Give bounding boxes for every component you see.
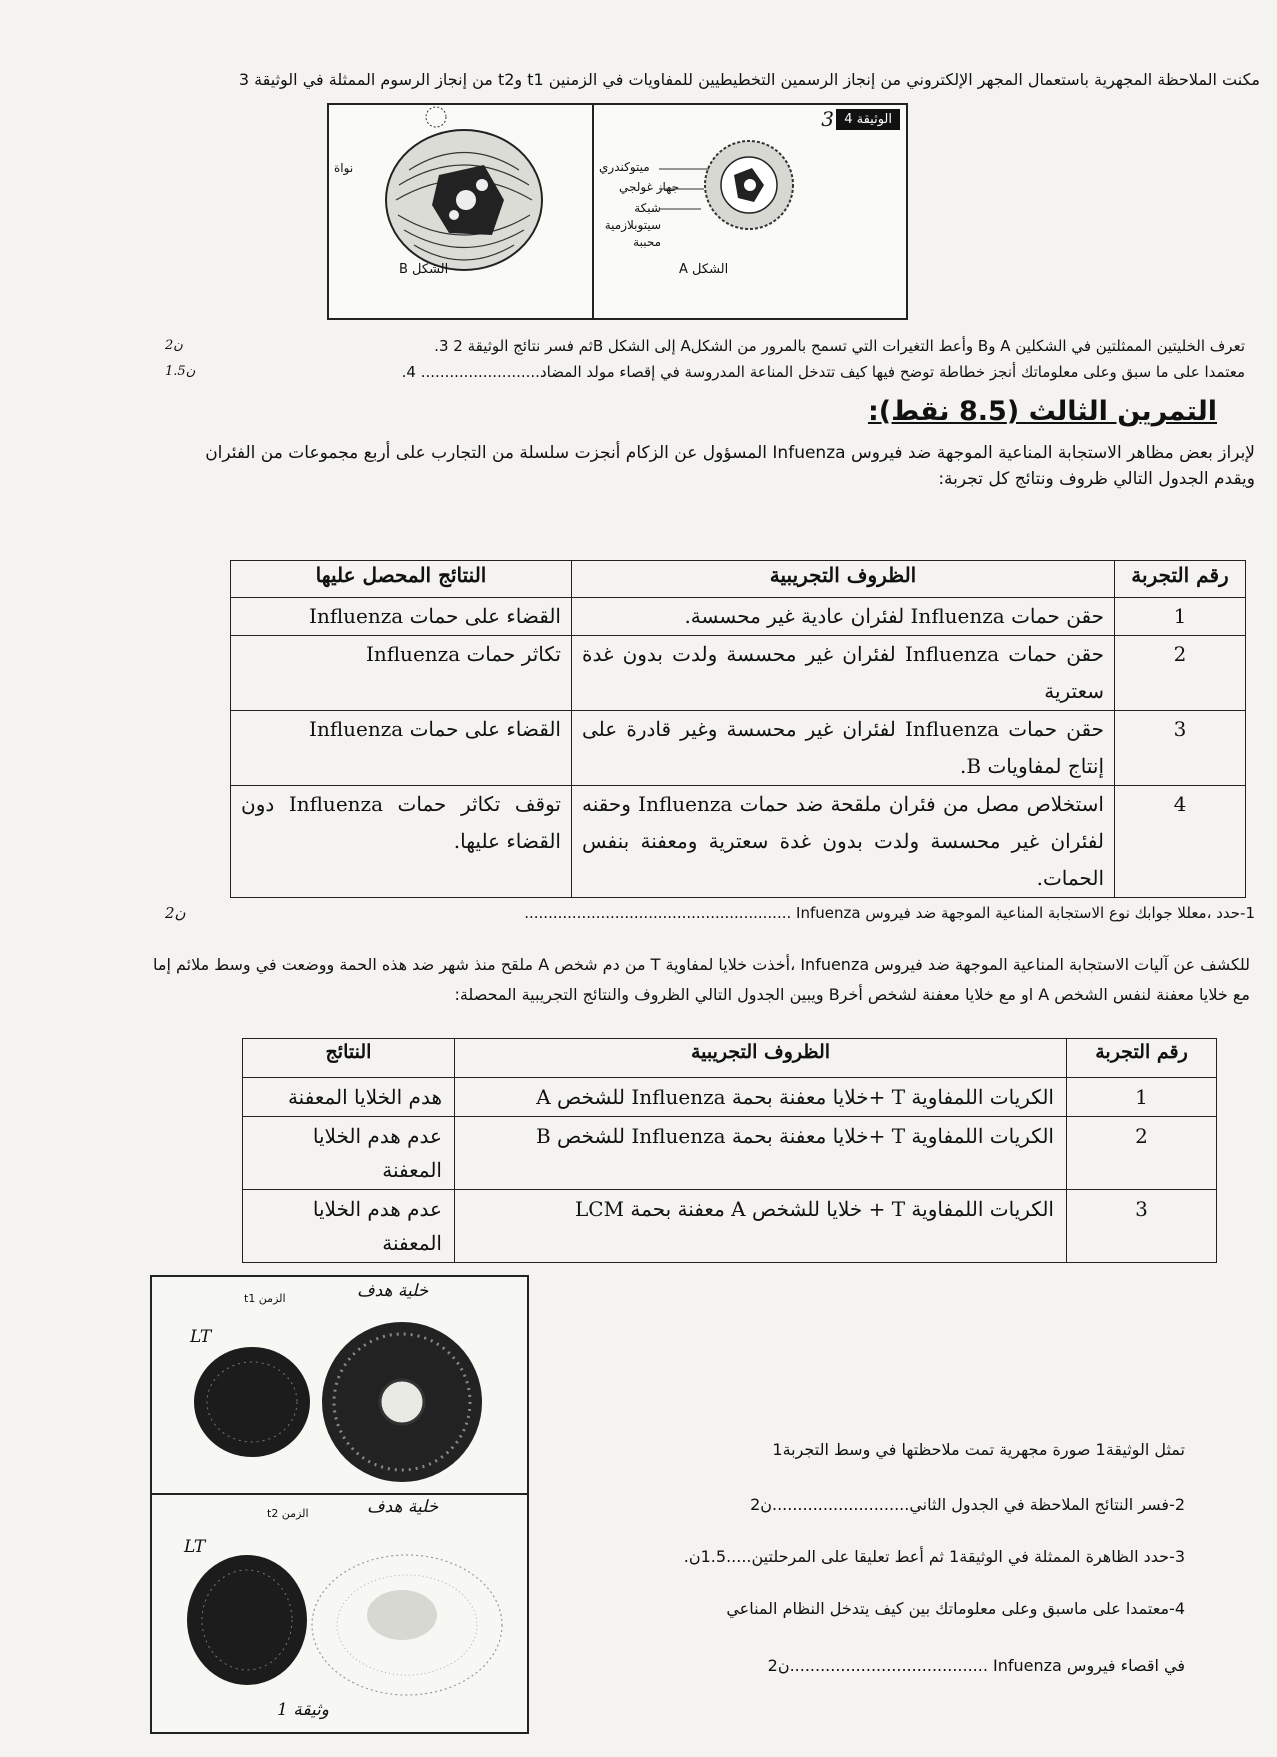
question-4 [165,362,1245,382]
column-header: رقم التجربة [1067,1039,1217,1078]
question-3-mark: ن2 [165,338,183,353]
table-row [243,1078,1217,1117]
target-cell-handwritten-2: خلية هدف [367,1497,439,1517]
column-header: الظروف التجريبية [455,1039,1067,1078]
micrograph-1-image [172,1317,512,1487]
lt-handwritten-1: LT [190,1327,212,1347]
experiment-number: 1 [1067,1078,1217,1117]
table-row [231,636,1246,711]
experiment-conditions: الكريات اللمفاوية T +خلايا معفنة بحمة Influenza للشخص B [455,1117,1067,1190]
micrograph-time-2 [150,1493,529,1734]
experiment-result: هدم الخلايا المعفنة [243,1078,455,1117]
experiments-table-2 [242,1038,1217,1263]
document-1-handwritten: وثيقة 1 [277,1700,330,1720]
experiments-table-1 [230,560,1246,898]
experiment-number: 3 [1115,711,1246,786]
document-number-handwritten: 3 [821,107,834,131]
question-4-mark: ن1.5 [165,364,196,379]
column-header: النتائج [243,1039,455,1078]
experiment-result: عدم هدم الخلايا المعفنة [243,1190,455,1263]
exercise-3-title: التمرين الثالث (8.5 نقط): [867,396,1217,427]
question-4-number: 4. [401,363,416,381]
question-3-part2: 3-حدد الظاهرة الممثلة في الوثيقة1 ثم أعط تعليقا على المرحلتين.....1.5ن. [683,1547,1185,1566]
question-4-part2: 4-معتمدا على ماسبق وعلى معلوماتك بين كيف يتدخل النظام المناعي [726,1599,1185,1618]
experiment-conditions: حقن حمات Influenza لفئران غير محسسة وغير قادرة على إنتاج لمفاويات B. [572,711,1115,786]
lt-handwritten-2: LT [184,1537,206,1557]
exercise-3-paragraph-2: للكشف عن آليات الاستجابة المناعية الموجهة ضد فيروس Infuenza ،أخذت خلايا لمفاوية T من دم شخص A ملقح منذ شهر ضد هذه الحمة ووضعت في وسط ملائم إما مع خلايا معفنة لنفس الشخص A او مع خلايا معفنة لشخص أخرB ويبين الجدول التالي الظروف والنتائج التجريبية المحصلة: [153,955,1250,1004]
micrograph-time-1 [150,1275,529,1502]
table-header-row [243,1039,1217,1078]
intro-paragraph: مكنت الملاحظة المجهرية باستعمال المجهر الإلكتروني من إنجاز الرسمين التخطيطيين للمفاويات في الزمنين t1 وt2 من إنجاز الرسوم الممثلة في الوثيقة 3 [238,70,1260,89]
document-badge: الوثيقة 4 [836,109,900,130]
table-header-row [231,561,1246,598]
exercise-3-intro: لإبراز بعض مظاهر الاستجابة المناعية الموجهة ضد فيروس Infuenza المسؤول عن الزكام أنجزت سلسلة من التجارب على أربع مجموعات من الفئران ويقدم الجدول التالي ظروف ونتائج كل تجربة: [205,443,1255,489]
table-row [231,711,1246,786]
micrograph-2-image [167,1535,517,1705]
experiment-conditions: حقن حمات Influenza لفئران غير محسسة ولدت بدون غدة سعترية [572,636,1115,711]
label-leader-lines [659,165,719,215]
column-header: رقم التجربة [1115,561,1246,598]
document-3-figure [327,103,908,320]
cell-b-illustration [354,105,579,290]
table-row [243,1190,1217,1263]
label-nucleus: نواة [334,161,354,175]
time-2-label: الزمن t2 [267,1507,309,1520]
column-header: الظروف التجريبية [572,561,1115,598]
question-1-text: 1-حدد ،معللا جوابك نوع الاستجابة المناعية الموجهة ضد فيروس Infuenza ........................................................ [524,904,1255,922]
label-mitochondria: ميتوكندري [599,160,650,174]
experiment-result: القضاء على حمات Influenza [231,598,572,636]
table-row [231,598,1246,636]
experiment-conditions: استخلاص مصل من فئران ملقحة ضد حمات Influenza وحقنه لفئران غير محسسة ولدت بدون غدة سعترية ومعفنة بنفس الحمات. [572,786,1115,898]
question-3-text: تعرف الخليتين الممثلتين في الشكلين A وB وأعط التغيرات التي تسمح بالمرور من الشكلA إلى الشكل Bثم فسر نتائج الوثيقة 2 [453,337,1245,355]
document-1-statement: تمثل الوثيقة1 صورة مجهرية تمت ملاحظتها في وسط التجربة1 [772,1440,1185,1459]
experiment-number: 2 [1115,636,1246,711]
column-header: النتائج المحصل عليها [231,561,572,598]
question-2: 2-فسر النتائج الملاحظة في الجدول الثاني...........................ن2 [750,1495,1185,1514]
experiment-conditions: الكريات اللمفاوية T + خلايا للشخص A معفنة بحمة LCM [455,1190,1067,1263]
time-1-label: الزمن t1 [244,1292,286,1305]
table-row [231,786,1246,898]
experiment-result: توقف تكاثر حمات Influenza دون القضاء عليها. [231,786,572,898]
experiment-number: 1 [1115,598,1246,636]
target-cell-handwritten-1: خلية هدف [357,1281,429,1301]
question-3 [165,336,1245,356]
experiment-result: تكاثر حمات Influenza [231,636,572,711]
question-1-mark: ن2 [165,904,186,922]
experiment-number: 2 [1067,1117,1217,1190]
caption-shape-a: الشكل A [679,262,729,277]
experiment-result: القضاء على حمات Influenza [231,711,572,786]
experiment-result: عدم هدم الخلايا المعفنة [243,1117,455,1190]
experiment-conditions: الكريات اللمفاوية T +خلايا معفنة بحمة Influenza للشخص A [455,1078,1067,1117]
question-3-number: 3. [434,337,449,355]
exercise-3-question-1 [165,903,1255,923]
label-rough-er: شبكة سيتوبلازمية محببة [604,201,661,249]
experiment-number: 4 [1115,786,1246,898]
question-4-part2-continued: في اقصاء فيروس Infuenza .......................................ن2 [767,1656,1185,1675]
caption-shape-b: الشكل B [399,262,449,277]
table-row [243,1117,1217,1190]
experiment-number: 3 [1067,1190,1217,1263]
label-golgi: جهاز غولجي [619,180,680,194]
experiment-conditions: حقن حمات Influenza لفئران عادية غير محسسة. [572,598,1115,636]
question-4-text: معتمدا على ما سبق وعلى معلوماتك أنجز خطاطة توضح فيها كيف تتدخل المناعة المدروسة في إقصاء مولد المضاد......................... [420,363,1245,381]
